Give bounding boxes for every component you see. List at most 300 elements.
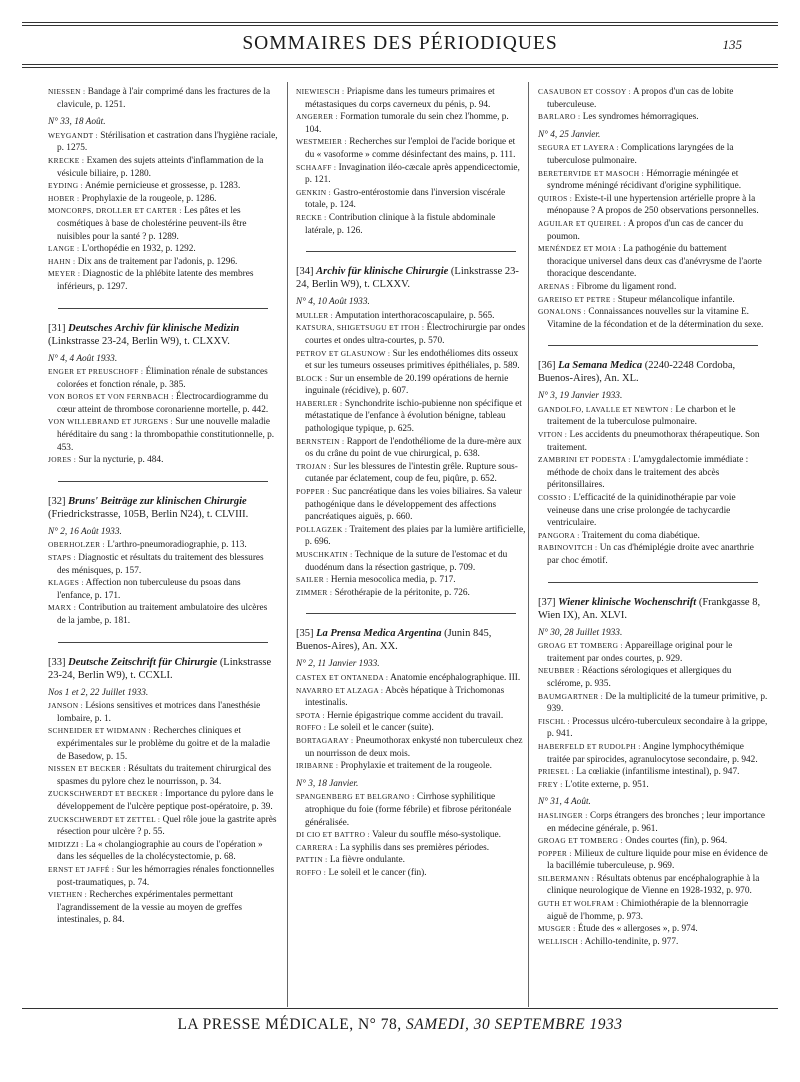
article-title: Pneumothorax enkysté non tuberculeux chez un nourrisson de deux mois. [305, 735, 523, 759]
article-title: Prophylaxie de la rougeole, p. 1286. [81, 193, 217, 204]
article-title: Le soleil et le cancer (fin). [328, 867, 427, 878]
column-1 [48, 86, 278, 927]
article-authors: FREY : [538, 779, 563, 789]
article-title: Amputation interthoracoscapulaire, p. 565. [334, 310, 495, 321]
article-entry [296, 760, 526, 773]
article-title: Les pâtes et les cosmétiques à base de cholestérine peuvent-ils être nuisibles pour la santé ? p. 1289. [57, 206, 247, 242]
article-title: Ondes courtes (fin), p. 964. [625, 836, 728, 847]
article-entry [296, 111, 526, 136]
article-authors: BORTAGARAY : [296, 735, 354, 745]
article-title: Contribution au traitement ambulatoire des ulcères de la jambe, p. 181. [57, 603, 268, 626]
article-title: Invagination iléo-cæcale après appendicectomie, p. 121. [305, 162, 520, 186]
article-authors: COSSIO : [538, 493, 571, 503]
article-authors: MUSGER : [538, 924, 576, 934]
article-authors: GANDOLFO, LAVALLE ET NEWTON : [538, 404, 674, 414]
article-title: Processus ulcéro-tuberculeux secondaire à la grippe, p. 941. [547, 716, 768, 740]
article-authors: BARLARO : [538, 112, 581, 122]
article-entry [296, 486, 526, 524]
article-title: Hernia mesocolica media, p. 717. [330, 575, 456, 586]
article-authors: GONALONS : [538, 307, 587, 317]
journal-heading [296, 265, 526, 291]
journal-number: [36] [538, 360, 556, 372]
page-number: 135 [722, 37, 742, 52]
journal-heading [48, 656, 278, 682]
article-entry [296, 187, 526, 212]
article-title: La « cholangiographie au cours de l'opération » dans les séquelles de la cholécystectomie, p. 68. [57, 839, 263, 863]
issue-block [48, 687, 278, 927]
article-authors: POLLAGZEK : [296, 524, 348, 534]
article-authors: OBERHOLZER : [48, 540, 105, 550]
article-authors: RECKE : [296, 212, 327, 222]
issue-block [296, 86, 526, 237]
article-title: Sur les blessures de l'intestin grêle. Rupture sous-cutanée par éclatement, coup de feu, piqûre, p. 652. [305, 461, 518, 485]
article-title: L'orthopédie en 1932, p. 1292. [81, 244, 196, 255]
article-entry [538, 193, 768, 218]
article-authors: VIETHEN : [48, 890, 88, 900]
article-entry [538, 243, 768, 281]
article-authors: GROAG ET TOMBERG : [538, 641, 623, 651]
article-title: Sur une nouvelle maladie héréditaire du sang : la thrombopathie constitutionnelle, p. 453. [57, 417, 275, 453]
journal-name: Archiv für klinische Chirurgie [316, 266, 449, 278]
section-separator [548, 582, 758, 583]
article-authors: GAREISO ET PETRE : [538, 294, 616, 304]
article-title: La pathogénie du battement thoracique universel dans deux cas d'anévrysme de l'aorte thoracique descendante. [547, 244, 762, 280]
article-title: Un cas d'hémiplégie droite avec anarthrie par choc émotif. [547, 543, 754, 566]
article-authors: NEUBBER : [538, 666, 580, 676]
article-title: Le soleil et le cancer (suite). [328, 723, 434, 734]
article-entry [48, 889, 278, 927]
article-title: La syphilis dans ses premières périodes. [339, 842, 490, 853]
page-title: SOMMAIRES DES PÉRIODIQUES [242, 33, 558, 54]
article-title: Sur la nycturie, p. 484. [78, 455, 164, 466]
article-title: Électrocardiogramme du cœur atteint de thrombose coronarienne mortelle, p. 442. [57, 392, 269, 415]
journal-name: Deutsche Zeitschrift für Chirurgie [68, 656, 218, 668]
article-entry [48, 552, 278, 577]
article-title: L'efficacité de la quinidinothérapie par voie veineuse dans une crise prolongée de tachycardie ventriculaire. [547, 493, 736, 529]
article-authors: SEGURA ET LAYERA : [538, 143, 619, 153]
article-authors: PETROV ET GLASUNOW : [296, 348, 391, 358]
footer-date: SAMEDI, 30 SEPTEMBRE 1933 [406, 1016, 623, 1033]
article-entry [538, 454, 768, 492]
article-entry [296, 722, 526, 735]
article-entry [296, 791, 526, 829]
article-authors: TROJAN : [296, 461, 332, 471]
journal-name: La Semana Medica [558, 360, 643, 372]
article-entry [48, 577, 278, 602]
article-authors: HAHN : [48, 256, 76, 266]
article-authors: GENKIN : [296, 187, 332, 197]
article-title: Synchondrite ischio-pubienne non spécifique et métastatique de l'enfance à évolution bénigne, tableau pathologique typique, p. 625. [305, 398, 522, 435]
article-title: Complications laryngées de la tuberculose pulmonaire. [547, 143, 734, 166]
column-3 [538, 86, 768, 948]
journal-info: (Linkstrasse 23-24, Berlin W9), t. CCXLI. [48, 656, 272, 681]
article-entry [538, 779, 768, 792]
article-entry [48, 130, 278, 155]
article-entry [538, 530, 768, 543]
article-authors: ROFFO : [296, 723, 327, 733]
article-title: Traitement du coma diabétique. [581, 530, 700, 541]
article-entry [538, 86, 768, 111]
issue-block [48, 116, 278, 293]
article-entry [48, 366, 278, 391]
article-title: Diagnostic et résultats du traitement des blessures des ménisques, p. 157. [57, 553, 264, 576]
article-title: Rapport de l'endothéliome de la dure-mère aux os du crâne du point de vue chirurgical, p. 638. [305, 436, 522, 460]
article-title: Sur un ensemble de 20.199 opérations de hernie inguinale (récidive), p. 607. [305, 373, 509, 397]
article-authors: MONCORPS, DROLLER ET CARTER : [48, 206, 182, 216]
article-authors: POPPER : [538, 848, 572, 858]
article-entry [538, 542, 768, 567]
article-entry [296, 685, 526, 710]
journal-heading [48, 322, 278, 348]
article-title: Le charbon et le traitement de la tuberculose pulmonaire. [547, 404, 736, 428]
journal-name: Deutsches Archiv für klinische Medizin [68, 322, 240, 334]
article-title: Milieux de culture liquide pour mise en évidence de la bacillémie tuberculeuse, p. 969. [547, 848, 768, 872]
article-entry [296, 867, 526, 880]
article-title: Technique de la suture de l'estomac et du duodénum dans la résection gastrique, p. 709. [305, 550, 508, 573]
article-authors: STAPS : [48, 553, 76, 563]
article-title: Recherches expérimentales permettant l'agrandissement de la vessie au moyen de greffes intestinales, p. 84. [57, 890, 243, 926]
article-authors: EYDING : [48, 181, 84, 191]
article-title: Fibrome du ligament rond. [576, 281, 677, 292]
issue-date: N° 2, 16 Août 1933. [48, 526, 122, 537]
issue-date: N° 4, 25 Janvier. [538, 129, 601, 140]
issue-block [48, 86, 278, 111]
issue-date: N° 3, 18 Janvier. [296, 778, 359, 789]
article-entry [538, 492, 768, 530]
article-entry [48, 839, 278, 864]
article-title: Formation tumorale du sein chez l'homme, p. 104. [305, 112, 509, 135]
article-entry [48, 539, 278, 552]
article-entry [538, 936, 768, 949]
footer-rule [22, 1008, 778, 1009]
article-authors: CASAUBON ET COSSOY : [538, 87, 632, 96]
article-entry [538, 848, 768, 873]
article-entry [296, 524, 526, 549]
section-separator [58, 642, 268, 643]
article-title: Corps étrangers des bronches ; leur importance en médecine générale, p. 961. [547, 810, 766, 834]
article-authors: VON WILLEBRAND ET JURGENS : [48, 417, 173, 427]
article-title: Étude des « allergoses », p. 974. [577, 924, 698, 935]
article-title: Élimination rénale de substances colorées et fonction rénale, p. 385. [57, 367, 268, 390]
article-entry [538, 741, 768, 766]
article-title: Stérilisation et castration dans l'hygiène raciale, p. 1275. [57, 130, 278, 154]
article-title: Contribution clinique à la fistule abdominale latérale, p. 126. [305, 212, 496, 236]
article-title: Sur les hémorragies rénales fonctionnelles post-traumatiques, p. 74. [57, 864, 275, 888]
article-authors: HOBER : [48, 193, 80, 203]
article-authors: GROAG ET TOMBERG : [538, 836, 623, 846]
article-authors: SILBERMANN : [538, 873, 595, 883]
article-authors: SCHNEIDER ET WIDMANN : [48, 726, 151, 736]
article-entry [48, 864, 278, 889]
article-entry [538, 404, 768, 429]
article-authors: BAUMGARTNER : [538, 691, 604, 701]
article-title: Anémie pernicieuse et grossesse, p. 1283. [84, 181, 241, 192]
article-authors: ROFFO : [296, 867, 327, 877]
journal-info: (2240-2248 Cordoba, Buenos-Aires), An. XL. [538, 360, 736, 385]
article-title: Les accidents du pneumothorax thérapeutique. Son traitement. [547, 430, 760, 453]
article-authors: GUTH ET WOLFRAM : [538, 899, 619, 909]
article-title: Valeur du souffle méso-systolique. [372, 830, 502, 841]
journal-info: (Linkstrasse 23-24, Berlin W9), t. CLXXV. [296, 266, 519, 291]
article-title: Hernie épigastrique comme accident du travail. [327, 710, 504, 721]
journal-heading [296, 627, 526, 653]
article-authors: SPOTA : [296, 710, 325, 720]
article-authors: DI CIO ET BATTRO : [296, 830, 370, 840]
article-entry [538, 898, 768, 923]
section-separator [306, 251, 516, 252]
article-authors: KRECKE : [48, 155, 85, 165]
article-authors: ANGERER : [296, 112, 338, 122]
article-title: Chimiothérapie de la blennorragie aiguë de l'homme, p. 973. [547, 899, 749, 922]
article-entry [48, 268, 278, 293]
article-entry [296, 574, 526, 587]
article-title: Hémorragie méningée et syndrome méningé récidivant d'origine syphilitique. [547, 168, 742, 192]
issue-block [296, 296, 526, 599]
article-title: Recherches sur l'emploi de l'acide borique et du « vasoforme » comme désinfectant des mains, p. 111. [305, 137, 516, 160]
article-entry [48, 205, 278, 243]
article-authors: MIDIZZI : [48, 839, 84, 849]
article-title: Connaissances nouvelles sur la vitamine E. Vitamine de la fécondation et de la détermination du sexe. [547, 307, 764, 330]
journal-name: La Prensa Medica Argentina [316, 628, 442, 640]
article-title: Existe-t-il une hypertension artérielle propre à la ménopause ? A propos de 250 observations personnelles. [547, 193, 759, 217]
article-entry [48, 416, 278, 454]
article-authors: ZAMBRINI ET PODESTA : [538, 455, 631, 465]
article-authors: JANSON : [48, 701, 84, 711]
issue-date: N° 3, 19 Janvier 1933. [538, 391, 623, 402]
journal-info: (Frankgasse 8, Wien IX), An. XLVI. [538, 596, 761, 621]
header-rule [22, 64, 778, 65]
article-title: A propos d'un cas de cancer du poumon. [547, 218, 744, 242]
article-authors: ZUCKSCHWERDT ET ZETTEL : [48, 814, 161, 824]
article-authors: QUIROS : [538, 193, 573, 203]
article-authors: LANGE : [48, 244, 80, 254]
issue-block [538, 129, 768, 332]
section-separator [58, 481, 268, 482]
issue-date: N° 30, 28 Juillet 1933. [538, 627, 623, 638]
issue-block [296, 658, 526, 772]
issue-block [296, 778, 526, 880]
article-entry [296, 710, 526, 723]
article-title: Anatomie encéphalographique. III. [390, 672, 521, 683]
article-authors: MULLER : [296, 310, 334, 320]
article-entry [48, 391, 278, 416]
journal-number: [31] [48, 322, 66, 334]
article-entry [538, 640, 768, 665]
article-entry [538, 665, 768, 690]
footer [0, 1016, 800, 1034]
article-title: Examen des sujets atteints d'inflammation de la vésicule biliaire, p. 1280. [57, 155, 264, 179]
article-title: Résultats du traitement chirurgical des spasmes du pylore chez le nourrisson, p. 34. [57, 764, 272, 787]
journal-heading [538, 596, 768, 622]
journal-heading [48, 495, 278, 521]
article-title: Les syndromes hémorragiques. [582, 112, 699, 123]
issue-block [48, 526, 278, 628]
article-entry [296, 735, 526, 760]
article-title: Quel rôle joue la gastrite après résection pour ulcère ? p. 55. [57, 814, 277, 838]
article-entry [48, 454, 278, 467]
journal-info: (Junin 845, Buenos-Aires), An. XX. [296, 628, 492, 653]
journal-number: [32] [48, 495, 66, 507]
article-entry [296, 348, 526, 373]
article-title: De la multiplicité de la tumeur primitive, p. 939. [547, 691, 768, 715]
article-authors: KLAGES : [48, 578, 84, 588]
article-entry [48, 725, 278, 763]
article-title: Résultats obtenus par encéphalographie à la clinique neurologique de Vienne en 1928-1932, p. 970. [547, 873, 760, 897]
article-entry [538, 873, 768, 898]
article-entry [538, 923, 768, 936]
article-authors: CASTEX ET ONTANEDA : [296, 672, 389, 682]
article-authors: WELLISCH : [538, 936, 583, 946]
article-authors: ENGER ET PREUSCHOFF : [48, 367, 144, 377]
article-entry [538, 218, 768, 243]
article-authors: SAILER : [296, 575, 329, 585]
article-authors: RABINOVITCH : [538, 543, 598, 553]
article-title: Sur les endothéliomes dits osseux et sur les tumeurs osseuses primitives épithéliales, p. 589. [305, 348, 520, 372]
article-title: L'amygdalectomie immédiate : méthode de choix dans le traitement des abcès péritonsillaires. [547, 455, 749, 491]
article-authors: VON BOROS ET VON FERNBACH : [48, 392, 174, 402]
article-title: Recherches cliniques et expérimentales sur le problème du goitre et de la maladie de Basedow, p. 15. [57, 726, 270, 762]
article-entry [296, 842, 526, 855]
article-entry [48, 256, 278, 269]
journal-name: Wiener klinische Wochenschrift [558, 596, 697, 608]
article-title: Importance du pylore dans le développement de l'ulcère peptique post-opératoire, p. 39. [57, 789, 274, 812]
article-entry [48, 86, 278, 111]
article-authors: BERETERVIDE ET MASOCH : [538, 168, 645, 178]
article-entry [538, 142, 768, 167]
article-title: Affection non tuberculeuse du psoas dans l'enfance, p. 171. [57, 578, 241, 601]
article-entry [538, 294, 768, 307]
article-authors: MEYER : [48, 269, 81, 279]
article-entry [538, 111, 768, 124]
article-authors: NIEWIESCH : [296, 87, 345, 96]
issue-date: N° 33, 18 Août. [48, 117, 106, 128]
article-entry [296, 212, 526, 237]
article-entry [538, 281, 768, 294]
article-title: Prophylaxie et traitement de la rougeole. [340, 761, 492, 772]
article-title: Électrochirurgie par ondes courtes et ondes ultra-courtes, p. 570. [305, 323, 526, 346]
column-2 [296, 86, 526, 879]
article-entry [48, 788, 278, 813]
article-title: Dix ans de traitement par l'adonis, p. 1296. [77, 256, 238, 267]
article-title: Abcès hépatique à Trichomonas intestinalis. [305, 685, 505, 709]
article-entry [296, 162, 526, 187]
article-title: Diagnostic de la phlébite latente des membres inférieurs, p. 1297. [57, 269, 254, 292]
journal-number: [33] [48, 656, 66, 668]
article-entry [538, 306, 768, 331]
article-title: Bandage à l'air comprimé dans les fractures de la clavicule, p. 1251. [57, 87, 271, 110]
journal-number: [35] [296, 628, 314, 640]
article-authors: BERNSTEIN : [296, 436, 345, 446]
article-authors: JORES : [48, 455, 77, 465]
article-title: Réactions sérologiques et allergiques du sclérome, p. 935. [547, 666, 732, 689]
article-entry [538, 168, 768, 193]
article-title: A propos d'un cas de lobite tuberculeuse. [547, 87, 734, 110]
article-authors: ZIMMER : [296, 587, 333, 597]
column-divider [528, 82, 529, 1007]
top-rule-2 [22, 25, 778, 26]
issue-block [538, 796, 768, 948]
article-authors: FISCHL : [538, 716, 570, 726]
journal-name: Bruns' Beiträge zur klinischen Chirurgie [68, 495, 247, 507]
article-authors: BLOCK : [296, 373, 328, 383]
article-authors: NAVARRO ET ALZAGA : [296, 685, 384, 695]
section-separator [58, 308, 268, 309]
article-entry [296, 398, 526, 436]
section-separator [548, 345, 758, 346]
article-entry [296, 322, 526, 347]
article-entry [538, 835, 768, 848]
article-entry [48, 155, 278, 180]
journal-info: (Friedrickstrasse, 105B, Berlin N24), t. CLVIII. [48, 508, 249, 520]
journal-info: (Linkstrasse 23-24, Berlin W9), t. CLXXV. [48, 335, 230, 347]
article-authors: PATTIN : [296, 855, 328, 865]
issue-block [538, 627, 768, 792]
top-rule [22, 22, 778, 23]
issue-block [538, 390, 768, 567]
article-entry [296, 854, 526, 867]
issue-date: N° 4, 10 Août 1933. [296, 297, 370, 308]
article-authors: WESTMEIER : [296, 137, 347, 147]
article-entry [48, 243, 278, 256]
article-entry [538, 766, 768, 779]
issue-date: Nos 1 et 2, 22 Juillet 1933. [48, 687, 149, 698]
article-entry [296, 587, 526, 600]
article-entry [48, 814, 278, 839]
article-authors: PANGORA : [538, 530, 580, 540]
article-entry [296, 461, 526, 486]
issue-date: N° 4, 4 Août 1933. [48, 353, 118, 364]
article-entry [296, 86, 526, 111]
issue-date: N° 31, 4 Août. [538, 797, 591, 808]
article-entry [48, 180, 278, 193]
article-authors: VITON : [538, 430, 568, 440]
article-title: Achillo-tendinite, p. 977. [584, 936, 679, 947]
article-title: Angine lymphocythémique traitée par spirocides, agranulocytose secondaire, p. 942. [547, 741, 758, 765]
article-authors: WEYGANDT : [48, 130, 98, 140]
article-authors: SPANGENBERG ET BELGRANO : [296, 792, 415, 802]
article-title: Appareillage original pour le traitement par ondes courtes, p. 929. [547, 641, 733, 664]
issue-block [48, 353, 278, 467]
issue-date: N° 2, 11 Janvier 1933. [296, 659, 380, 670]
article-authors: PRIESEL : [538, 767, 574, 777]
article-authors: HASLINGER : [538, 810, 588, 820]
article-authors: MARX : [48, 603, 77, 613]
article-authors: POPPER : [296, 487, 330, 497]
article-authors: ARENAS : [538, 281, 575, 291]
article-entry [48, 193, 278, 206]
article-authors: HABERFELD ET RUDOLPH : [538, 741, 641, 751]
article-entry [538, 810, 768, 835]
article-entry [538, 691, 768, 716]
article-authors: HABERLER : [296, 398, 343, 408]
article-title: L'otite externe, p. 951. [564, 779, 649, 790]
article-authors: NIESSEN : [48, 87, 86, 96]
article-authors: SCHAAFF : [296, 162, 337, 172]
article-title: La fièvre ondulante. [329, 855, 405, 866]
article-authors: MENÉNDEZ ET MOIA : [538, 244, 621, 254]
article-title: Stupeur mélancolique infantile. [617, 294, 735, 305]
article-entry [296, 672, 526, 685]
issue-block [538, 86, 768, 124]
section-separator [306, 613, 516, 614]
article-authors: ZUCKSCHWERDT ET BECKER : [48, 789, 163, 799]
article-entry [538, 716, 768, 741]
article-entry [296, 373, 526, 398]
journal-heading [538, 359, 768, 385]
article-title: Priapisme dans les tumeurs primaires et métastasiques du corps caverneux du pénis, p. 94. [305, 87, 495, 110]
article-entry [48, 700, 278, 725]
journal-number: [37] [538, 596, 556, 608]
